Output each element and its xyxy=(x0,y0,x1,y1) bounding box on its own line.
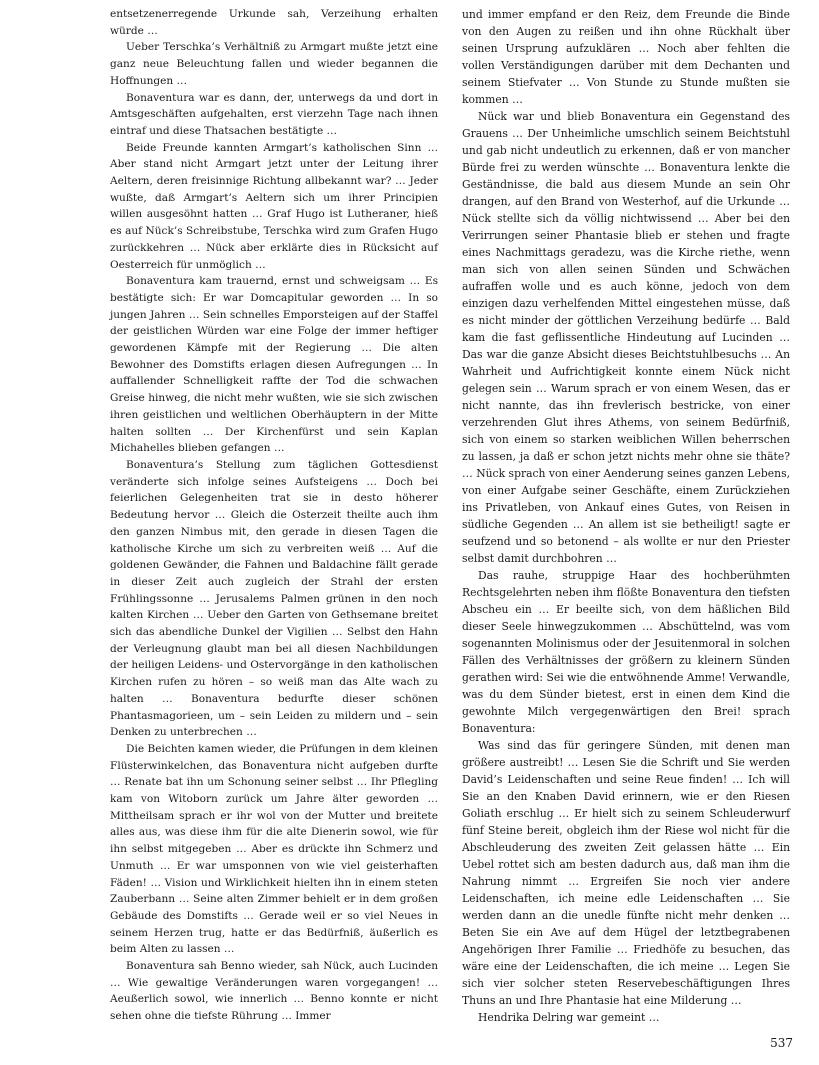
paragraph: entsetzenerregende Urkunde sah, Verzeihung erhalten würde … xyxy=(110,8,438,37)
paragraph: Das rauhe, struppige Haar des hochberühmten Rechtsgelehrten neben ihm flößte Bonaventura den tiefsten Abscheu ein … Er beeilte sich, von dem häßlichen Bild dieser Seele hinwegzukommen … Abschüttelnd, was vom sogenannten Molinismus oder der Jesuitenmoral in solchen Fällen des Verhältnisses der größern zu kleinern Sünden gerathen wird: Sei wie die entwöhnende Amme! Verwandle, was du dem Sünder bietest, erst in einen dem Kind die gewohnte Milch vergegenwärtigen den Brei! sprach Bonaventura: xyxy=(462,569,790,735)
paragraph: Ueber Terschka’s Verhältniß zu Armgart mußte jetzt eine ganz neue Beleuchtung fallen und wieder begannen die Hoffnungen … xyxy=(110,41,438,87)
page-number: 537 xyxy=(770,1036,793,1050)
paragraph: Nück war und blieb Bonaventura ein Gegenstand des Grauens … Der Unheimliche umschlich seinem Beichtstuhl und gab nicht undeutlich zu erkennen, daß er von mancher Bürde frei zu werden wünschte … Bonaventura lenkte die Geständnisse, die bald aus diesem Munde an sein Ohr drangen, auf den Brand von Westerhof, auf die Urkunde … Nück stellte sich da völlig nichtwissend … Aber bei den Verirrungen seiner Phantasie blieb er stehen und fragte eines Nachmittags geradezu, was die Kirche riethe, wenn man sich von allen seinen Sünden und Schwächen aufraffen wolle und es auch könne, jedoch von dem einzigen dazu verhelfenden Mittel eingestehen müsse, daß es nicht minder der göttlichen Verzeihung bedürfe … Bald kam die fast geflissentliche Hindeutung auf Lucinden … Das war die ganze Absicht dieses Beichtstuhlbesuchs … An Wahrheit und Aufrichtigkeit konnte einem Nück nicht gelegen sein … Warum sprach er von einem Wesen, das er nicht nannte, das ihn frevlerisch bestricke, von einer verzehrenden Glut ihres Athems, von seinem Bedürfniß, sich von einem so starken weiblichen Willen beherrschen zu lassen, ja daß er schon jetzt nichts mehr ohne sie thäte? … Nück sprach von einer Aenderung seines ganzen Lebens, von einer Aufgabe seiner Geschäfte, einem Zurückziehen ins Privatleben, von Ankauf eines Gutes, von Reisen in südliche Gegenden … An allem ist sie betheiligt! sagte er seufzend und so betonend – als wollte er nur den Priester selbst damit durchbohren … xyxy=(462,110,790,565)
paragraph: Bonaventura war es dann, der, unterwegs da und dort in Amtsgeschäften aufgehalten, erst vierzehn Tage nach ihnen eintraf und diese Thatsachen bestätigte … xyxy=(110,91,438,137)
text-column-right xyxy=(462,6,790,1026)
text-column-left xyxy=(110,6,438,1025)
paragraph: Bonaventura sah Benno wieder, sah Nück, auch Lucinden … Wie gewaltige Veränderungen waren vorgegangen! … Aeußerlich sowol, wie innerlich … Benno konnte er nicht sehen ohne die tiefste Rührung … Immer xyxy=(110,960,438,1023)
paragraph: Was sind das für geringere Sünden, mit denen man größere austreibt! … Lesen Sie die Schrift und Sie werden David’s Leidenschaften und seine Reue finden! … Ich will Sie an den Knaben David erinnern, wie er den Riesen Goliath erschlug … Er hielt sich zu seinem Schleuderwurf fünf Steine bereit, obgleich ihm der Riese wol nicht für die Abschleuderung des zweiten Zeit gelassen hätte … Ein Uebel rottet sich am besten dadurch aus, daß man ihm die Nahrung nimmt … Ergreifen Sie noch vier andere Leidenschaften, ich meine edle Leidenschaften … Sie werden dann an die unedle fünfte nicht mehr denken … Beten Sie ein Ave auf dem Hügel der letztbegrabenen Angehörigen Ihrer Familie … Friedhöfe zu besuchen, das wäre eine der Leidenschaften, die ich meine … Legen Sie sich vier solcher steten Reservebeschäftigungen Ihres Thuns an und Ihre Phantasie hat eine Milderung … xyxy=(462,739,790,1007)
paragraph: Bonaventura’s Stellung zum täglichen Gottesdienst veränderte sich infolge seines Aufsteigens … Doch bei feierlichen Gelegenheiten trat sie in desto höherer Bedeutung hervor … Gleich die Osterzeit theilte auch ihm den ganzen Nimbus mit, den gerade in diesen Tagen die katholische Kirche um sich zu verbreiten weiß … Auf die goldenen Gewänder, die Fahnen und Baldachine fällt gerade in dieser Zeit auch zugleich der Strahl der ersten Frühlingssonne … Jerusalems Palmen grünen in den noch kalten Kirchen … Ueber den Garten von Gethsemane breitet sich das abendliche Dunkel der Vigilien … Selbst den Hahn der Verleugnung glaubt man bei all diesen Nachbildungen der heiligen Leidens- und Ostervorgänge in den katholischen Kirchen rufen zu hören – so weiß man das Alte wach zu halten … Bonaventura bedurfte dieser schönen Phantasmagorieen, um – sein Leiden zu mildern und – sein Denken zu unterbrechen … xyxy=(110,458,438,739)
paragraph: Die Beichten kamen wieder, die Prüfungen in dem kleinen Flüsterwinkelchen, das Bonaventura nicht aufgeben durfte … Renate bat ihn um Schonung seiner selbst … Ihr Pflegling kam von Witoborn zurück um Jahre älter geworden … Mittheilsam sprach er ihr wol von der Mutter und breitete alles aus, was diese ihm für die alte Dienerin sowol, wie für ihn selbst mitgegeben … Aber es drückte ihn Schmerz und Unmuth … Er war umsponnen von wie viel geisterhaften Fäden! … Vision und Wirklichkeit hielten ihn in einem steten Zauberbann … Seine alten Zimmer behielt er in dem großen Gebäude des Domstifts … Gerade weil er so viel Neues in seinem Herzen trug, hatte er das Bedürfniß, äußerlich es beim Alten zu lassen … xyxy=(110,742,438,956)
paragraph: und immer empfand er den Reiz, dem Freunde die Binde von den Augen zu reißen und ihn ohne Rückhalt über seinen Ursprung aufzuklären … Noch aber fehlten die vollen Verständigungen darüber mit dem Dechanten und seinem Stiefvater … Von Stunde zu Stunde mußten sie kommen … xyxy=(462,8,790,106)
paragraph: Hendrika Delring war gemeint … xyxy=(478,1011,660,1024)
paragraph: Beide Freunde kannten Armgart’s katholischen Sinn … Aber stand nicht Armgart jetzt unter der Leitung ihrer Aeltern, deren freisinnige Richtung allbekannt war? … Jeder wußte, daß Armgart’s Aeltern sich um ihrer Principien willen ausgesöhnt hatten … Graf Hugo ist Lutheraner, hieß es auf Nück’s Schreibstube, Terschka wird zum Grafen Hugo zurückkehren … Nück aber erklärte dies in Rücksicht auf Oesterreich für unmöglich … xyxy=(110,141,438,271)
paragraph: Bonaventura kam trauernd, ernst und schweigsam … Es bestätigte sich: Er war Domcapitular geworden … In so jungen Jahren … Sein schnelles Emporsteigen auf der Staffel der geistlichen Würden war eine Folge der immer heftiger gewordenen Kämpfe mit der Regierung … Die alten Bewohner des Domstifts erlagen diesen Aufregungen … In auffallender Schnelligkeit raffte der Tod die schwachen Greise hinweg, die nicht mehr wußten, wie sie sich zwischen ihren geistlichen und weltlichen Oberhäuptern in der Mitte halten sollten … Der Kirchenfürst und sein Kaplan Michahelles blieben gefangen … xyxy=(110,275,438,455)
